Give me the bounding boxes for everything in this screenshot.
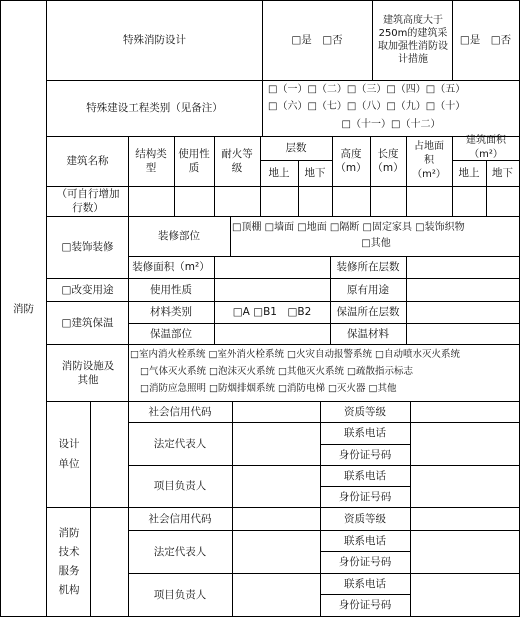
- change-use-checkbox[interactable]: □改变用途: [61, 283, 114, 296]
- qualification-label: 资质等级: [344, 405, 386, 418]
- height-header: 高度（m）: [335, 148, 367, 174]
- insulation-material-label: 保温材料: [347, 327, 389, 340]
- id-number-label: 身份证号码: [338, 448, 392, 461]
- floors-below-header: 地下: [304, 167, 326, 179]
- material-options[interactable]: □A □B1 □B2: [232, 306, 312, 318]
- decoration-part-label: 装修部位: [158, 230, 200, 242]
- facilities-label: 消防设施及其他: [61, 359, 115, 386]
- area-below-header: 地下: [492, 167, 513, 179]
- use-nature-header: 使用性质: [178, 148, 210, 174]
- category-options-line1[interactable]: □（一）□（二）□（三）□（四）□（五）: [268, 84, 466, 95]
- phone-label-2: 联系电话: [344, 534, 386, 547]
- category-options-line3[interactable]: □（十一）□（十二）: [341, 119, 441, 130]
- height-over-250-label: 建筑高度大于250m的建筑采取加强性消防设计措施: [378, 15, 448, 65]
- insulation-floors-label: 保温所在层数: [336, 306, 400, 318]
- land-area-header: 占地面积（m²）: [412, 141, 446, 180]
- category-options-line2[interactable]: □（六）□（七）□（八）□（九）□（十）: [268, 101, 466, 112]
- tech-service-label: 消防技术服务机构: [58, 527, 80, 596]
- decoration-part-options1[interactable]: □顶棚 □墙面 □地面 □隔断 □固定家具 □装饰织物: [232, 222, 465, 233]
- design-unit-label: 设计单位: [58, 438, 80, 470]
- add-rows-note: （可自行增加行数）: [56, 188, 120, 214]
- structure-type-header: 结构类型: [135, 148, 167, 174]
- credit-code-label: 社会信用代码: [148, 405, 212, 418]
- decoration-floors-label: 装修所在层数: [336, 261, 400, 273]
- fire-rating-header: 耐火等级: [221, 148, 253, 174]
- special-design-options[interactable]: □是 □否: [291, 34, 343, 46]
- credit-code-label-2: 社会信用代码: [148, 512, 212, 525]
- decoration-checkbox[interactable]: □装饰装修: [61, 241, 114, 253]
- section-fire-label: 消防: [13, 302, 34, 315]
- qualification-label-2: 资质等级: [344, 512, 386, 525]
- facility-options-line3[interactable]: □消防应急照明 □防烟排烟系统 □消防电梯 □灭火器 □其他: [140, 383, 397, 394]
- insulation-part-label: 保温部位: [150, 327, 192, 340]
- facility-options-line2[interactable]: □气体灭火系统 □泡沫灭火系统 □其他灭火系统 □疏散指示标志: [140, 366, 413, 377]
- material-type-label: 材料类别: [150, 306, 192, 318]
- length-header: 长度（m）: [372, 148, 404, 174]
- id-number-label-2: 身份证号码: [338, 556, 392, 568]
- floors-header: 层数: [285, 142, 307, 154]
- legal-rep-label-2: 法定代表人: [153, 545, 207, 558]
- height-options[interactable]: □是 □否: [459, 34, 512, 46]
- project-lead-label: 项目负责人: [153, 480, 207, 492]
- id-number-label-4: 身份证号码: [338, 599, 392, 611]
- decoration-area-label: 装修面积（m²）: [132, 261, 210, 273]
- special-category-label: 特殊建设工程类别（见备注）: [86, 102, 223, 114]
- building-area-header: 建筑面积（m²）: [466, 135, 506, 160]
- id-number-label-3: 身份证号码: [338, 490, 392, 503]
- phone-label-4: 联系电话: [344, 577, 386, 590]
- floors-above-header: 地上: [268, 167, 290, 179]
- use-nature-label: 使用性质: [150, 283, 192, 296]
- facility-options-line1[interactable]: □室内消火栓系统 □室外消火栓系统 □火灾自动报警系统 □自动喷水灭火系统: [130, 349, 460, 360]
- legal-rep-label: 法定代表人: [153, 437, 207, 450]
- special-design-label: 特殊消防设计: [123, 34, 186, 46]
- area-above-header: 地上: [458, 167, 480, 179]
- original-use-label: 原有用途: [347, 283, 389, 296]
- phone-label: 联系电话: [344, 427, 386, 439]
- insulation-checkbox[interactable]: □建筑保温: [61, 316, 114, 329]
- project-lead-label-2: 项目负责人: [153, 588, 207, 601]
- building-name-header: 建筑名称: [66, 155, 109, 167]
- phone-label-3: 联系电话: [344, 469, 386, 482]
- decoration-part-options2[interactable]: □其他: [361, 238, 391, 249]
